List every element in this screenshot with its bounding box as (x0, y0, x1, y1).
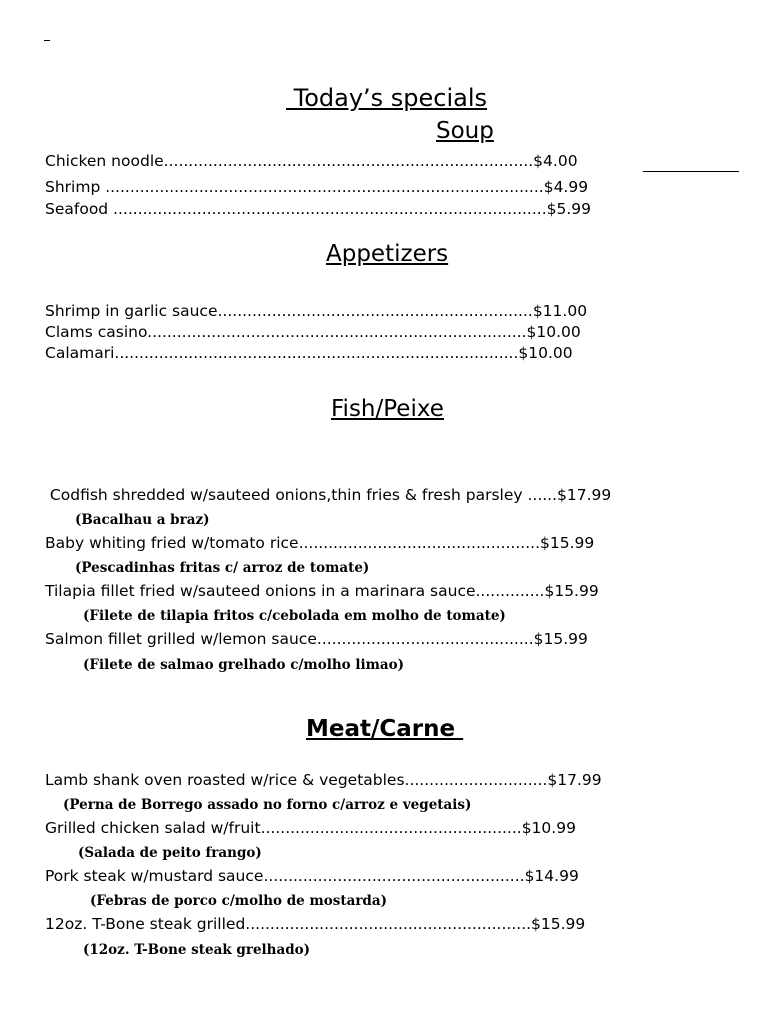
fish-item-salmon: Salmon fillet grilled w/lemon sauce............................................$15.99 (45, 630, 588, 648)
appetizers-heading: Appetizers (326, 241, 449, 267)
meat-item-chicken-salad: Grilled chicken salad w/fruit.....................................................$10.99 (45, 819, 576, 837)
fish-item-baby-whiting: Baby whiting fried w/tomato rice.................................................$15.99 (45, 534, 595, 552)
fish-heading: Fish/Peixe (331, 396, 444, 422)
fish-item-tilapia-translation: (Filete de tilapia fritos c/cebolada em molho de tomate) (83, 608, 506, 624)
meat-item-pork-steak-translation: (Febras de porco c/molho de mostarda) (90, 893, 388, 909)
meat-item-chicken-salad-translation: (Salada de peito frango) (78, 845, 262, 861)
appetizer-item-clams-casino: Clams casino.............................................................................$10.00 (45, 323, 581, 341)
fish-item-tilapia: Tilapia fillet fried w/sauteed onions in a marinara sauce..............$15.99 (45, 582, 599, 600)
meat-item-tbone-steak-translation: (12oz. T-Bone steak grelhado) (83, 942, 311, 958)
meat-item-lamb-shank: Lamb shank oven roasted w/rice & vegetables.............................$17.99 (45, 771, 602, 789)
fish-item-codfish-translation: (Bacalhau a braz) (75, 512, 210, 528)
soup-heading: Soup (436, 118, 494, 144)
meat-item-pork-steak: Pork steak w/mustard sauce.....................................................$14.99 (45, 867, 579, 885)
soup-item-shrimp: Shrimp .........................................................................................$4.99 (45, 178, 589, 196)
page-title: Today’s specials (286, 84, 488, 112)
fish-item-codfish: Codfish shredded w/sauteed onions,thin fries & fresh parsley ......$17.99 (45, 486, 612, 504)
soup-item-chicken-noodle: Chicken noodle...........................................................................$4.00 (45, 152, 578, 170)
fish-item-salmon-translation: (Filete de salmao grelhado c/molho limao) (83, 657, 405, 673)
meat-heading: Meat/Carne (306, 716, 464, 742)
meat-item-tbone-steak: 12oz. T-Bone steak grilled..........................................................$15.99 (45, 915, 586, 933)
fish-item-baby-whiting-translation: (Pescadinhas fritas c/ arroz de tomate) (75, 560, 370, 576)
corner-mark (44, 40, 50, 41)
appetizer-item-calamari: Calamari..................................................................................$10.00 (45, 344, 573, 362)
appetizer-item-shrimp-garlic: Shrimp in garlic sauce................................................................$11.00 (45, 302, 588, 320)
soup-item-seafood: Seafood ........................................................................................$5.99 (45, 200, 592, 218)
underline-rule (643, 171, 739, 172)
meat-item-lamb-shank-translation: (Perna de Borrego assado no forno c/arroz e vegetais) (63, 797, 472, 813)
